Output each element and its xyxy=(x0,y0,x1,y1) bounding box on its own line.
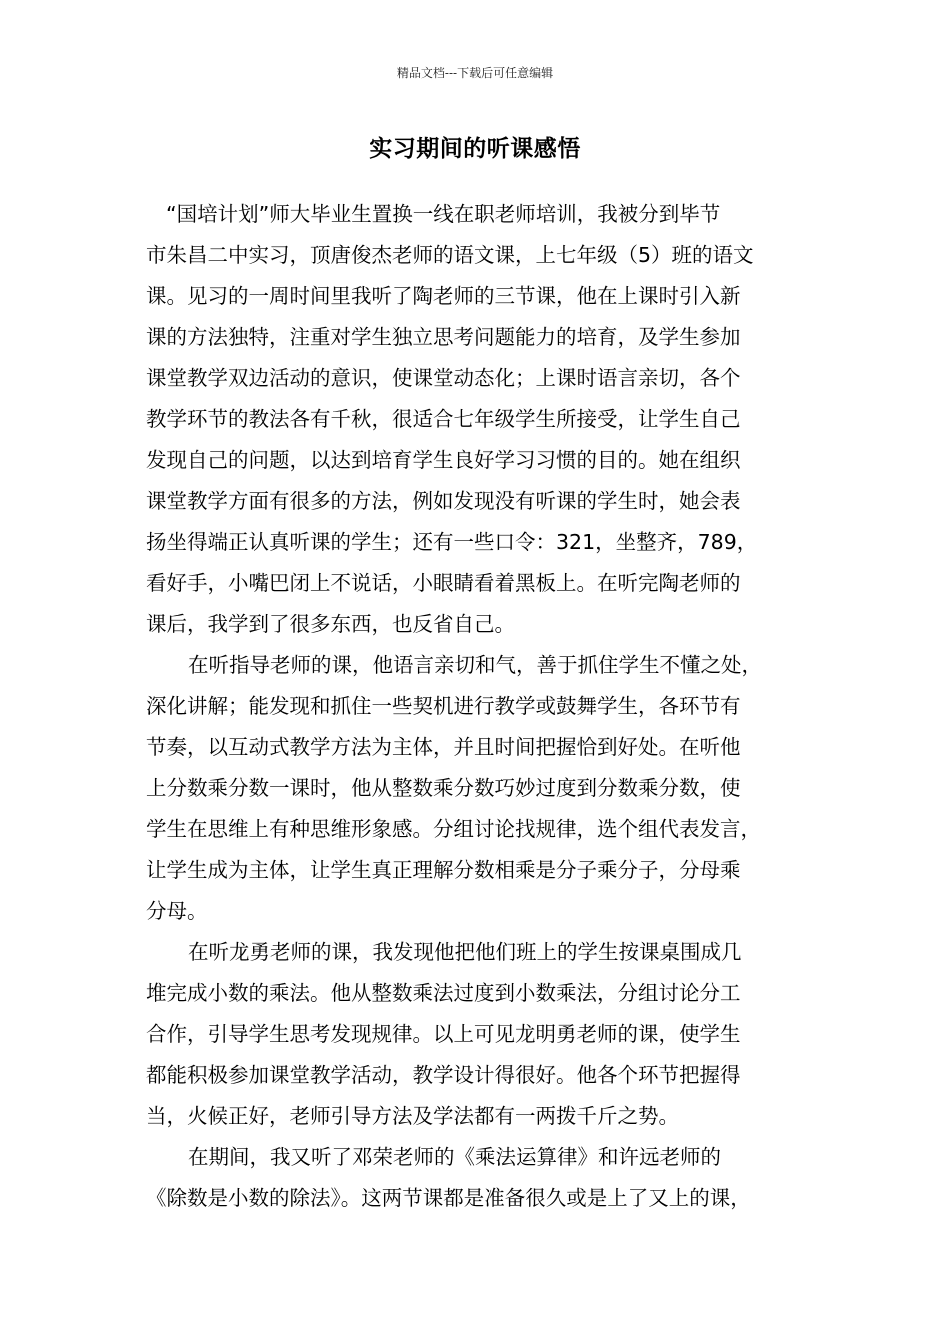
page-header-watermark: 精品文档---下载后可任意编辑 xyxy=(396,66,554,80)
text-line: 在期间，我又听了邓荣老师的《乘法运算律》和许远老师的 xyxy=(188,1145,721,1169)
text-line: 课后，我学到了很多东西，也反省自己。 xyxy=(146,612,515,636)
text-line: 学生在思维上有种思维形象感。分组讨论找规律，选个组代表发言， xyxy=(146,817,761,841)
text-line: 堆完成小数的乘法。他从整数乘法过度到小数乘法，分组讨论分工 xyxy=(146,981,741,1005)
text-line: 深化讲解；能发现和抓住一些契机进行教学或鼓舞学生，各环节有 xyxy=(146,694,741,718)
text-line: 发现自己的问题，以达到培育学生良好学习习惯的目的。她在组织 xyxy=(146,448,741,472)
text-line: 课的方法独特，注重对学生独立思考问题能力的培育，及学生参加 xyxy=(146,325,741,349)
text-line: 节奏，以互动式教学方法为主体，并且时间把握恰到好处。在听他 xyxy=(146,735,741,759)
text-line: 在听指导老师的课，他语言亲切和气，善于抓住学生不懂之处， xyxy=(188,653,762,677)
document-title: 实习期间的听课感悟 xyxy=(369,136,581,162)
text-line: 让学生成为主体，让学生真正理解分数相乘是分子乘分子，分母乘 xyxy=(146,858,741,882)
text-line: 合作，引导学生思考发现规律。以上可见龙明勇老师的课，使学生 xyxy=(146,1022,741,1046)
text-line: 在听龙勇老师的课，我发现他把他们班上的学生按课桌围成几 xyxy=(188,940,742,964)
text-line: 课堂教学双边活动的意识，使课堂动态化；上课时语言亲切，各个 xyxy=(146,366,741,390)
text-line: 课。见习的一周时间里我听了陶老师的三节课，他在上课时引入新 xyxy=(146,284,741,308)
text-line: “国培计划”师大毕业生置换一线在职老师培训，我被分到毕节 xyxy=(166,202,721,226)
document-body xyxy=(146,194,808,1219)
text-line: 《除数是小数的除法》。这两节课都是准备很久或是上了又上的课， xyxy=(146,1186,751,1210)
text-line: 当，火候正好，老师引导方法及学法都有一两拨千斤之势。 xyxy=(146,1104,679,1128)
text-line: 上分数乘分数一课时，他从整数乘分数巧妙过度到分数乘分数，使 xyxy=(146,776,741,800)
text-line: 市朱昌二中实习，顶唐俊杰老师的语文课，上七年级（5）班的语文 xyxy=(146,243,754,267)
text-line: 课堂教学方面有很多的方法，例如发现没有听课的学生时，她会表 xyxy=(146,489,741,513)
text-line: 分母。 xyxy=(146,899,208,923)
text-line: 教学环节的教法各有千秋，很适合七年级学生所接受，让学生自己 xyxy=(146,407,741,431)
text-line: 看好手，小嘴巴闭上不说话，小眼睛看着黑板上。在听完陶老师的 xyxy=(146,571,741,595)
text-line: 都能积极参加课堂教学活动，教学设计得很好。他各个环节把握得 xyxy=(146,1063,741,1087)
text-line: 扬坐得端正认真听课的学生；还有一些口令：321，坐整齐，789， xyxy=(146,530,758,554)
